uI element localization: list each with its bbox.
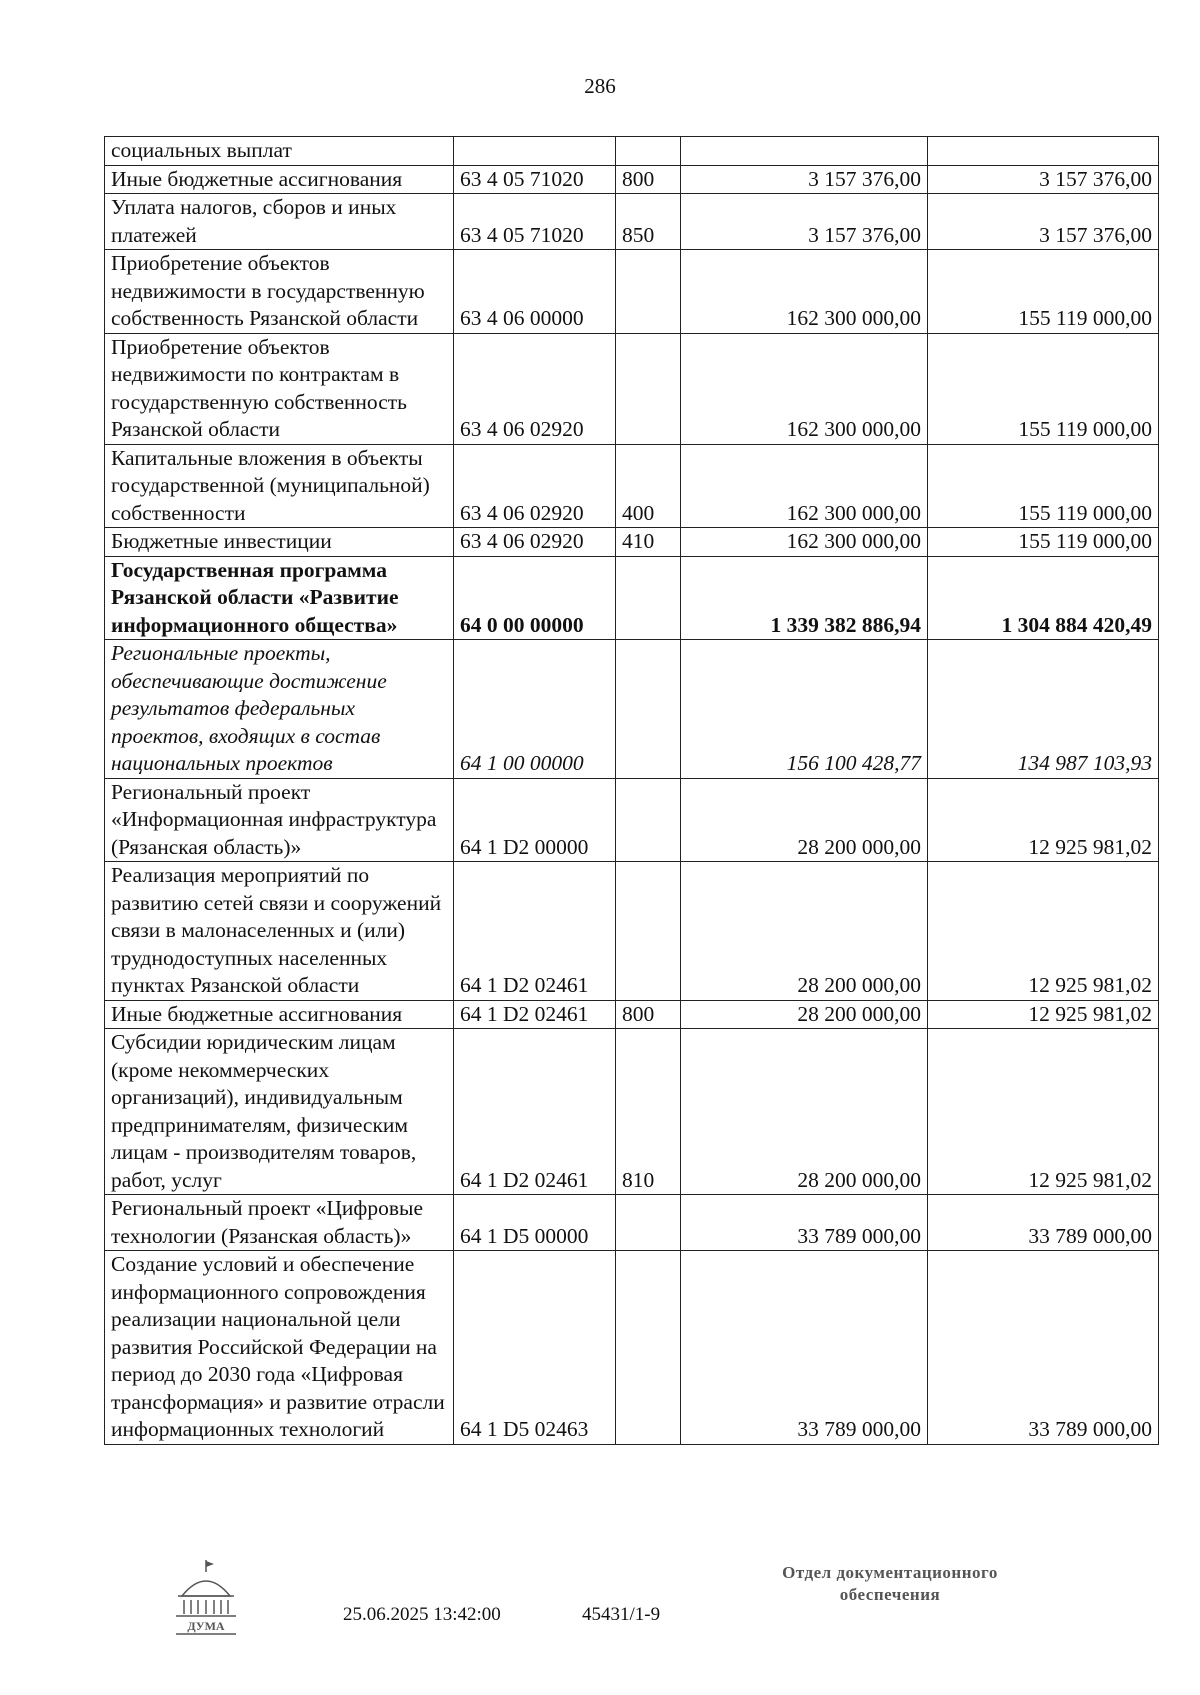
table-row	[105, 165, 1159, 194]
registration-datetime: 25.06.2025 13:42:00	[343, 1604, 501, 1625]
row-name-cell: Уплата налогов, сборов и иных платежей	[105, 194, 454, 250]
row-amount-2-cell: 134 987 103,93	[928, 640, 1159, 779]
row-name-cell: Приобретение объектов недвижимости в государственную собственность Рязанской области	[105, 250, 454, 334]
row-amount-2-cell: 155 119 000,00	[928, 333, 1159, 444]
document-number: 45431/1-9	[582, 1604, 661, 1625]
row-expense-type-cell	[616, 556, 681, 640]
row-code-cell: 64 1 00 00000	[454, 640, 616, 779]
row-code-cell: 64 1 D2 00000	[454, 778, 616, 862]
table-row	[105, 194, 1159, 250]
row-code-cell: 64 1 D2 02461	[454, 1029, 616, 1195]
row-expense-type-cell: 400	[616, 444, 681, 528]
duma-logo	[168, 1558, 244, 1638]
row-expense-type-cell: 810	[616, 1029, 681, 1195]
department-stamp-line2: обеспечения	[839, 1585, 941, 1604]
row-code-cell: 64 1 D2 02461	[454, 1000, 616, 1029]
row-name-cell: Государственная программа Рязанской области «Развитие информационного общества»	[105, 556, 454, 640]
duma-logo-text: ДУМА	[187, 1619, 225, 1633]
row-expense-type-cell	[616, 862, 681, 1001]
row-name-cell: Капитальные вложения в объекты государственной (муниципальной) собственности	[105, 444, 454, 528]
row-amount-1-cell: 162 300 000,00	[681, 528, 928, 557]
row-amount-1-cell: 162 300 000,00	[681, 333, 928, 444]
department-stamp-line1: Отдел документационного	[782, 1563, 998, 1582]
row-expense-type-cell	[616, 137, 681, 166]
row-amount-1-cell: 162 300 000,00	[681, 250, 928, 334]
row-expense-type-cell	[616, 778, 681, 862]
row-code-cell: 63 4 06 02920	[454, 333, 616, 444]
row-code-cell: 63 4 06 00000	[454, 250, 616, 334]
row-name-cell: Иные бюджетные ассигнования	[105, 165, 454, 194]
row-amount-2-cell: 155 119 000,00	[928, 528, 1159, 557]
row-amount-1-cell: 156 100 428,77	[681, 640, 928, 779]
row-amount-2-cell	[928, 137, 1159, 166]
row-name-cell: Иные бюджетные ассигнования	[105, 1000, 454, 1029]
row-amount-1-cell: 3 157 376,00	[681, 194, 928, 250]
row-name-cell: социальных выплат	[105, 137, 454, 166]
row-expense-type-cell	[616, 1195, 681, 1251]
row-name-cell: Бюджетные инвестиции	[105, 528, 454, 557]
table-row	[105, 1251, 1159, 1445]
row-amount-1-cell: 1 339 382 886,94	[681, 556, 928, 640]
row-name-cell: Региональный проект «Информационная инфраструктура (Рязанская область)»	[105, 778, 454, 862]
table-row	[105, 1195, 1159, 1251]
row-amount-2-cell: 155 119 000,00	[928, 444, 1159, 528]
table-row	[105, 444, 1159, 528]
row-amount-2-cell: 12 925 981,02	[928, 1029, 1159, 1195]
row-name-cell: Создание условий и обеспечение информационного сопровождения реализации национальной цели развития Российской Федерации на период до 2030 года «Цифровая трансформация» и развитие отрасли информационных технологий	[105, 1251, 454, 1445]
row-name-cell: Приобретение объектов недвижимости по контрактам в государственную собственность Рязанской области	[105, 333, 454, 444]
row-amount-1-cell: 28 200 000,00	[681, 862, 928, 1001]
budget-table	[104, 136, 1159, 1445]
row-amount-1-cell: 28 200 000,00	[681, 778, 928, 862]
budget-table-body	[105, 137, 1159, 1445]
row-amount-2-cell: 3 157 376,00	[928, 165, 1159, 194]
table-row	[105, 778, 1159, 862]
row-expense-type-cell: 800	[616, 1000, 681, 1029]
table-row	[105, 556, 1159, 640]
row-amount-1-cell: 33 789 000,00	[681, 1195, 928, 1251]
row-amount-1-cell: 28 200 000,00	[681, 1000, 928, 1029]
row-amount-1-cell: 28 200 000,00	[681, 1029, 928, 1195]
table-row	[105, 250, 1159, 334]
row-amount-2-cell: 33 789 000,00	[928, 1251, 1159, 1445]
row-expense-type-cell: 850	[616, 194, 681, 250]
table-row	[105, 137, 1159, 166]
table-row	[105, 1000, 1159, 1029]
row-code-cell: 64 0 00 00000	[454, 556, 616, 640]
row-expense-type-cell: 410	[616, 528, 681, 557]
table-row	[105, 528, 1159, 557]
row-amount-2-cell: 12 925 981,02	[928, 778, 1159, 862]
row-code-cell: 63 4 05 71020	[454, 165, 616, 194]
row-amount-2-cell: 1 304 884 420,49	[928, 556, 1159, 640]
row-expense-type-cell	[616, 640, 681, 779]
row-expense-type-cell	[616, 1251, 681, 1445]
row-name-cell: Региональный проект «Цифровые технологии (Рязанская область)»	[105, 1195, 454, 1251]
row-expense-type-cell: 800	[616, 165, 681, 194]
row-amount-2-cell: 12 925 981,02	[928, 1000, 1159, 1029]
row-amount-1-cell: 162 300 000,00	[681, 444, 928, 528]
row-amount-1-cell	[681, 137, 928, 166]
page-number: 286	[584, 74, 616, 98]
row-code-cell: 64 1 D5 02463	[454, 1251, 616, 1445]
table-row	[105, 333, 1159, 444]
row-name-cell: Субсидии юридическим лицам (кроме некоммерческих организаций), индивидуальным предпринимателям, физическим лицам - производителям товаров, работ, услуг	[105, 1029, 454, 1195]
table-row	[105, 1029, 1159, 1195]
row-code-cell	[454, 137, 616, 166]
row-amount-2-cell: 12 925 981,02	[928, 862, 1159, 1001]
row-amount-1-cell: 33 789 000,00	[681, 1251, 928, 1445]
row-amount-1-cell: 3 157 376,00	[681, 165, 928, 194]
row-amount-2-cell: 33 789 000,00	[928, 1195, 1159, 1251]
row-amount-2-cell: 3 157 376,00	[928, 194, 1159, 250]
row-code-cell: 63 4 05 71020	[454, 194, 616, 250]
department-stamp	[740, 1562, 1040, 1606]
table-row	[105, 862, 1159, 1001]
row-code-cell: 63 4 06 02920	[454, 528, 616, 557]
row-expense-type-cell	[616, 333, 681, 444]
row-code-cell: 63 4 06 02920	[454, 444, 616, 528]
row-code-cell: 64 1 D5 00000	[454, 1195, 616, 1251]
table-row	[105, 640, 1159, 779]
row-amount-2-cell: 155 119 000,00	[928, 250, 1159, 334]
row-expense-type-cell	[616, 250, 681, 334]
row-name-cell: Региональные проекты, обеспечивающие достижение результатов федеральных проектов, входящих в состав национальных проектов	[105, 640, 454, 779]
row-name-cell: Реализация мероприятий по развитию сетей связи и сооружений связи в малонаселенных и (или) труднодоступных населенных пунктах Рязанской области	[105, 862, 454, 1001]
row-code-cell: 64 1 D2 02461	[454, 862, 616, 1001]
